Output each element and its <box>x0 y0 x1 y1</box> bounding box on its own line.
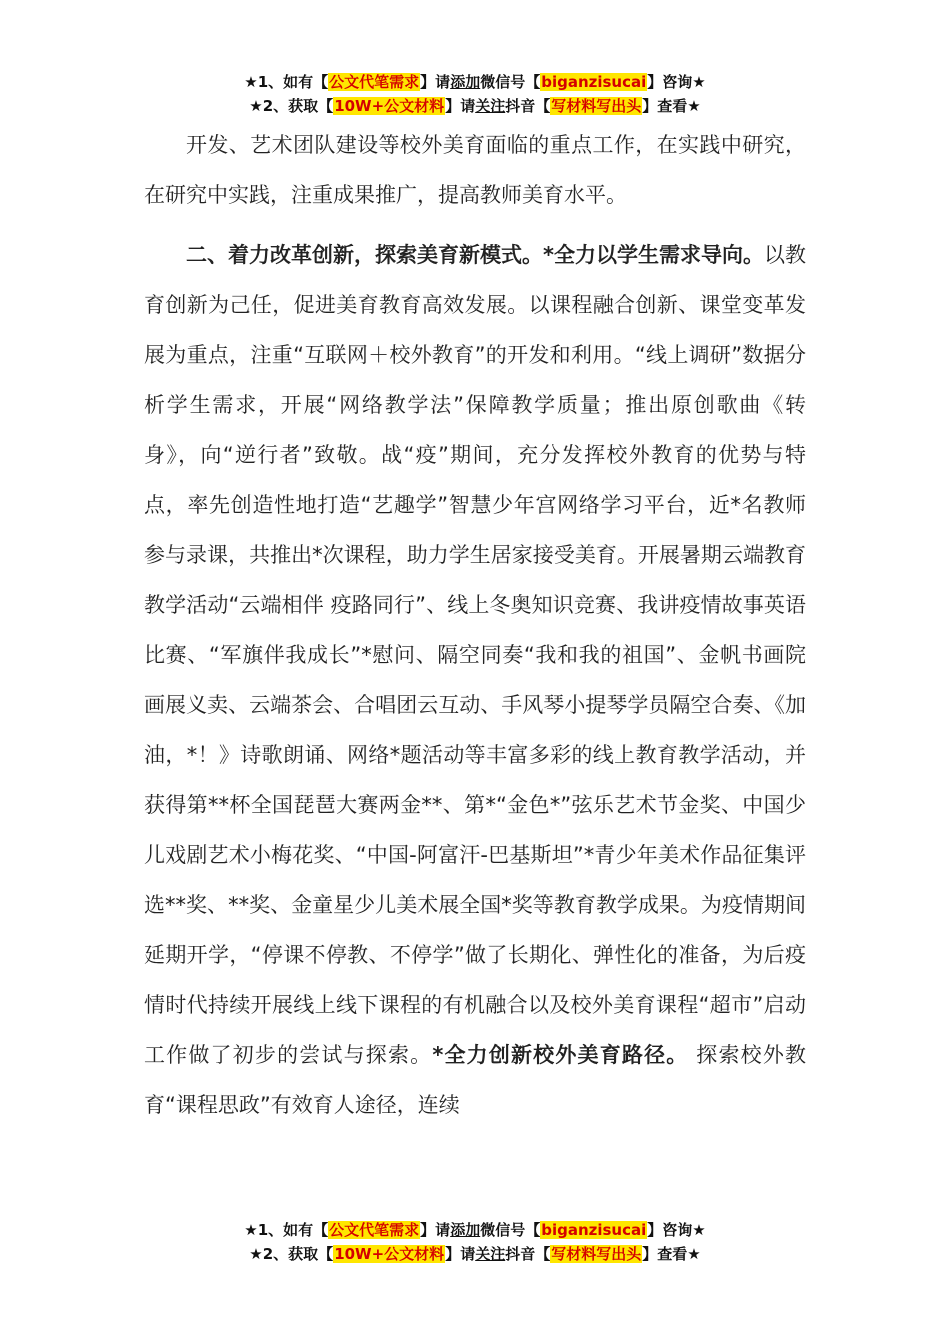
banner-highlight: 10W+公文材料 <box>334 97 445 115</box>
section-heading: 二、着力改革创新，探索美育新模式。*全力以学生需求导向。 <box>186 243 764 267</box>
banner-highlight: biganzisucai <box>541 1221 647 1239</box>
banner-text: ★2、获取【 <box>249 97 334 115</box>
banner-highlight: 写材料写出头 <box>551 97 642 115</box>
banner-line-2 <box>0 1242 950 1266</box>
banner-highlight: 写材料写出头 <box>551 1245 642 1263</box>
banner-highlight: 公文代笔需求 <box>329 1221 420 1239</box>
banner-underlined: 关注 <box>475 1245 506 1263</box>
banner-text: 】咨询★ <box>647 73 706 91</box>
banner-text: ★1、如有【 <box>244 1221 329 1239</box>
banner-underlined: 添加 <box>450 1221 481 1239</box>
banner-text: 】请 <box>445 97 476 115</box>
banner-text: ★1、如有【 <box>244 73 329 91</box>
banner-text: 微信号【 <box>480 1221 541 1239</box>
banner-highlight: 10W+公文材料 <box>334 1245 445 1263</box>
banner-text: 抖音【 <box>505 97 551 115</box>
banner-line-1 <box>0 1218 950 1242</box>
banner-text: 微信号【 <box>480 73 541 91</box>
banner-text: 】请 <box>445 1245 476 1263</box>
banner-line-1 <box>0 70 950 94</box>
header-banner <box>0 70 950 118</box>
paragraph-1: 开发、艺术团队建设等校外美育面临的重点工作，在实践中研究，在研究中实践，注重成果推广，提高教师美育水平。 <box>144 133 806 207</box>
paragraph-2 <box>144 230 806 1130</box>
banner-text: 】查看★ <box>642 97 701 115</box>
paragraph-text: 以教育创新为己任，促进美育教育高效发展。以课程融合创新、课堂变革发展为重点，注重“互联网＋校外教育”的开发和利用。“线上调研”数据分析学生需求，开展“网络教学法”保障教学质量；推出原创歌曲《转身》，向“逆行者”致敬。战“疫”期间，充分发挥校外教育的优势与特点，率先创造性地打造“艺趣学”智慧少年宫网络学习平台，近*名教师参与录课，共推出*次课程，助力学生居家接受美育。开展暑期云端教育教学活动“云端相伴 疫路同行”、线上冬奥知识竞赛、我讲疫情故事英语比赛、“军旗伴我成长”*慰问、隔空同奏“我和我的祖国”、金帆书画院画展义卖、云端茶会、合唱团云互动、手风琴小提琴学员隔空合奏、《加油，*！》诗歌朗诵、网络*题活动等丰富多彩的线上教育教学活动，并获得第**杯全国琵琶大赛两金**、第*“金色*”弦乐艺术节金奖、中国少儿戏剧艺术小梅花奖、“中国-阿富汗-巴基斯坦”*青少年美术作品征集评选**奖、**奖、金童星少儿美术展全国*奖等教育教学成果。为疫情期间延期开学，“停课不停教、不停学”做了长期化、弹性化的准备，为后疫情时代持续开展线上线下课程的有机融合以及校外美育课程“超市”启动工作做了初步的尝试与探索。 <box>144 243 807 1067</box>
banner-highlight: biganzisucai <box>541 73 647 91</box>
banner-text: 】请 <box>420 73 451 91</box>
banner-line-2 <box>0 94 950 118</box>
banner-text: 】咨询★ <box>647 1221 706 1239</box>
banner-text: 抖音【 <box>505 1245 551 1263</box>
banner-underlined: 关注 <box>475 97 506 115</box>
banner-text: 】查看★ <box>642 1245 701 1263</box>
document-body <box>144 120 806 1130</box>
banner-text: 】请 <box>420 1221 451 1239</box>
banner-underlined: 添加 <box>450 73 481 91</box>
subsection-heading: *全力创新校外美育路径。 <box>432 1043 689 1067</box>
banner-text: ★2、获取【 <box>249 1245 334 1263</box>
footer-banner <box>0 1218 950 1266</box>
banner-highlight: 公文代笔需求 <box>329 73 420 91</box>
paragraph-text: 探索校外教育“课程思政”有效育人途径，连续 <box>144 1043 807 1117</box>
